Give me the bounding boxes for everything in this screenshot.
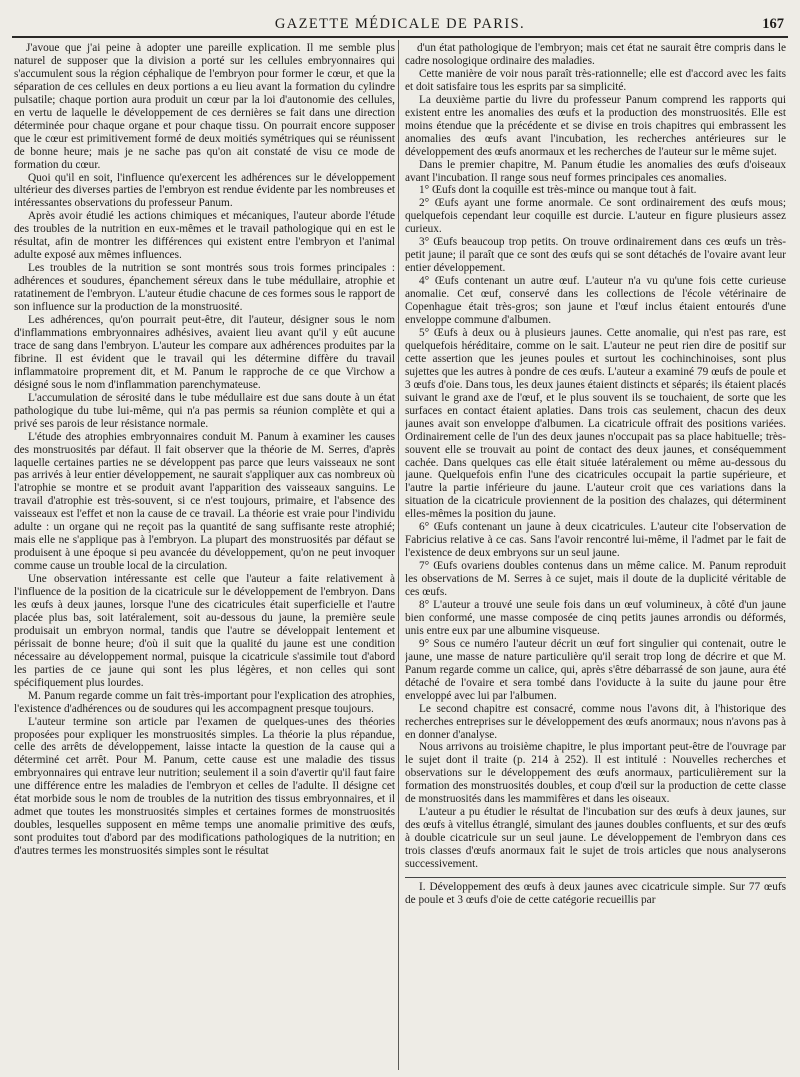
paragraph: Le second chapitre est consacré, comme nous l'avons dit, à l'historique des recherches entreprises sur le développement des œufs anormaux; nous n'avons pas à en donner d'analyse. (405, 702, 786, 741)
paragraph: Nous arrivons au troisième chapitre, le plus important peut-être de l'ouvrage par le sujet dont il traite (p. 214 à 252). Il est intitulé : Nouvelles recherches et observations sur le développement des œufs anormaux, particulièrement sur la formation des monstruosités doubles, et coup d'œil sur la production de cette classe de monstruosités dans les mammifères et dans les oiseaux. (405, 741, 786, 806)
page-number: 167 (762, 16, 784, 32)
list-item: 9° Sous ce numéro l'auteur décrit un œuf fort singulier qui contenait, outre le jaune, une masse de nature particulière qu'il serait trop long de décrire et que M. Panum regarde comme un calice, qui, après s'être débarrassé de son jaune, aura été détaché de l'ovaire et sera tombé dans l'oviducte à la suite du jaune pour être enveloppé avec lui par l'albumen. (405, 637, 786, 702)
paragraph: Les troubles de la nutrition se sont montrés sous trois formes principales : adhérences et soudures, épanchement séreux dans le tube médullaire, atrophie et ratatinement de l'embryon. L'auteur étudie chacune de ces formes sous le rapport de son influence sur la production de la monstruosité. (14, 262, 395, 314)
paragraph: Cette manière de voir nous paraît très-rationnelle; elle est d'accord avec les faits et doit satisfaire tous les esprits par sa simplicité. (405, 67, 786, 93)
paragraph: Les adhérences, qu'on pourrait peut-être, dit l'auteur, désigner sous le nom d'inflammations embryonnaires adhésives, avaient lieu avant qu'il y eût aucune trace de sang dans l'embryon. L'auteur les compare aux adhérences produites par la fibrine. Il est évident que le travail qui les détermine diffère du travail inflammatoire proprement dit, et M. Panum le rapproche de ce que Virchow a désigné sous le nom d'inflammation parenchymateuse. (14, 314, 395, 391)
paragraph: d'un état pathologique de l'embryon; mais cet état ne saurait être compris dans le cadre nosologique ordinaire des maladies. (405, 42, 786, 67)
paragraph: L'étude des atrophies embryonnaires conduit M. Panum à examiner les causes des monstruosités par défaut. Il fait observer que la théorie de M. Serres, d'après laquelle certaines parties ne se développent pas parce que leurs vaisseaux ne sont pas arrivés à leur entier développement, ne saurait s'appliquer aux cas nombreux où l'atrophie se montre et se produit avant l'apparition des vaisseaux sanguins. Le travail d'atrophie est très-souvent, si ce n'est toujours, primaire, et l'absence des vaisseaux est l'effet et non la cause de ce travail. La théorie est vraie pour l'individu adulte : un organe qui ne reçoit pas la quantité de sang suffisante reste atrophié; mais elle ne s'applique pas à l'embryon. La plupart des monstruosités par défaut se produisent à une époque si peu avancée du développement, qu'on ne peut invoquer comme cause un trouble local de la circulation. (14, 430, 395, 573)
list-item: 6° Œufs contenant un jaune à deux cicatricules. L'auteur cite l'observation de Fabricius relative à ce cas. Sans l'avoir rencontré lui-même, il l'admet par le fait de l'existence de deux embryons sur un seul jaune. (405, 521, 786, 560)
list-item: 7° Œufs ovariens doubles contenus dans un même calice. M. Panum reproduit les observations de M. Serres à ce sujet, mais il doute de la duplicité véritable de ces œufs. (405, 560, 786, 599)
list-item: 2° Œufs ayant une forme anormale. Ce sont ordinairement des œufs mous; quelquefois cependant leur coquille est durcie. L'auteur en figure plusieurs assez curieux. (405, 197, 786, 236)
paragraph: L'auteur termine son article par l'examen de quelques-unes des théories proposées pour expliquer les monstruosités simples. La théorie la plus répandue, celle des arrêts de développement, laisse intacte la question de la cause qui a déterminé cet arrêt. Pour M. Panum, cette cause est une maladie des tissus embryonnaires qui entrave leur nutrition; seulement il a soin d'avertir qu'il faut faire une différence entre les maladies de l'embryon et celles de l'adulte. Il désigne cet état morbide sous le nom de troubles de la nutrition des tissus embryonnaires, et il admet que toutes les monstruosités simples et certaines formes de monstruosités doubles, lesquelles supposent en même temps une anomalie primitive des œufs, sont produites tout d'abord par des modifications pathologiques de la nutrition; en d'autres termes les monstruosités simples sont le résultat (14, 715, 395, 858)
paragraph: Quoi qu'il en soit, l'influence qu'exercent les adhérences sur le développement ultérieur des diverses parties de l'embryon est rendue évidente par les nombreuses et intéressantes observations du professeur Panum. (14, 171, 395, 210)
page-header (12, 16, 788, 38)
list-item: 3° Œufs beaucoup trop petits. On trouve ordinairement dans ces œufs un très-petit jaune; il paraît que ce sont des œufs qui se sont détachés de l'ovaire avant leur entier développement. (405, 236, 786, 275)
paragraph: L'auteur a pu étudier le résultat de l'incubation sur des œufs à deux jaunes, sur des œufs à vitellus étranglé, simulant des jaunes doubles confluents, et sur des œufs à double cicatricule sur un seul jaune. Le développement de l'embryon dans ces trois classes d'œufs anormaux fait le sujet de trois articles que nous analyserons successivement. (405, 806, 786, 871)
section-rule (405, 877, 786, 907)
paragraph: Après avoir étudié les actions chimiques et mécaniques, l'auteur aborde l'étude des troubles de la nutrition en eux-mêmes et le travail pathologique qui en est le résultat, afin de montrer les différences qui existent entre l'embryon et l'animal adulte exposé aux mêmes influences. (14, 210, 395, 262)
paragraph: Dans le premier chapitre, M. Panum étudie les anomalies des œufs d'oiseaux avant l'incubation. Il range sous neuf formes principales ces anomalies. (405, 158, 786, 184)
list-item: 4° Œufs contenant un autre œuf. L'auteur n'a vu qu'une fois cette curieuse anomalie. Cet œuf, conservé dans les collections de l'école vétérinaire de Copenhague était très-gros; son jaune et l'œuf inclus étaient entourés d'une enveloppe commune d'albumen. (405, 275, 786, 327)
column-divider (398, 40, 399, 1070)
paragraph: Une observation intéressante est celle que l'auteur a faite relativement à l'influence de la position de la cicatricule sur le développement de l'embryon. Dans les œufs à deux jaunes, lorsque l'une des cicatricules était superficielle et l'autre placée plus bas, soit latéralement, soit au-dessous du jaune, la première seule produisait un embryon normal, tandis que l'autre se développait lentement et périssait de bonne heure; d'où il suit que la qualité du jaune est une condition nécessaire au développement normal, puisque la cicatricule s'assimile tout d'abord les parties de ce jaune qui sont les plus légères, et non celles qui sont spécifiquement plus lourdes. (14, 573, 395, 689)
paragraph: L'accumulation de sérosité dans le tube médullaire est due sans doute à un état pathologique du tube lui-même, qui n'a pas permis sa réunion complète et qui a privé ses parois de leur résistance normale. (14, 391, 395, 430)
journal-title: GAZETTE MÉDICALE DE PARIS. (274, 16, 526, 32)
paragraph: La deuxième partie du livre du professeur Panum comprend les rapports qui existent entre les anomalies des œufs et la production des monstruosités. Elle est moins étendue que la précédente et se divise en trois chapitres qui embrassent les anomalies des œufs avant l'incubation, les recherches antérieures sur le développement des œufs anormaux et les recherches de l'auteur sur le même sujet. (405, 93, 786, 158)
list-item: 1° Œufs dont la coquille est très-mince ou manque tout à fait. (419, 184, 697, 197)
right-column (405, 42, 786, 1067)
paragraph: M. Panum regarde comme un fait très-important pour l'explication des atrophies, l'existence d'adhérences ou de soudures qui les accompagnent presque toujours. (14, 689, 395, 715)
subsection-paragraph: I. Développement des œufs à deux jaunes avec cicatricule simple. Sur 77 œufs de poule et 3 œufs d'oie de cette catégorie recueillis par (405, 881, 786, 906)
paragraph: J'avoue que j'ai peine à adopter une pareille explication. Il me semble plus naturel de supposer que la division a porté sur les cellules embryonnaires qui s'accumulent sous la région céphalique de l'embryon pour former le cœur, et que la séparation de ces cellules en deux portions a eu lieu avant la formation du cylindre pulsatile; chaque portion aura produit un cœur par la loi d'autonomie des cellules, en vertu de laquelle le développement de ces dernières se fait dans une direction déterminée pour chaque organe et pour chaque tissu. On pourrait encore supposer que le cœur est primitivement formé de deux moitiés symétriques qui se réunissent de bonne heure; mais je ne sache pas qu'on ait constaté de visu ce mode de formation du cœur. (14, 42, 395, 171)
left-column (14, 42, 395, 1067)
list-item: 5° Œufs à deux ou à plusieurs jaunes. Cette anomalie, qui n'est pas rare, est quelquefois héréditaire, comme on le sait. L'auteur ne peut rien dire de positif sur cette assertion que les jeunes poules et surtout les cochinchinoises, sont plus sujettes que les autres à pondre de ces œufs. L'auteur a examiné 79 œufs de poule et 3 œufs d'oie. Dans tous, les deux jaunes étaient distincts et séparés; ils étaient placés suivant le grand axe de l'œuf, et le plus souvent ils se touchaient, de sorte que les surfaces en contact étaient aplaties. Dans trois cas seulement, chacun des deux jaunes avait son enveloppe d'albumen. La cicatricule offrait des positions variées. Ordinairement celle de l'un des deux jaunes n'occupait pas sa place habituelle; très-souvent elle se trouvait au point de contact des deux jaunes, et conséquemment cachée. Dans quelques cas elle était située latéralement ou même au-dessous du jaune. Quelquefois enfin l'une des cicatricules occupait la partie supérieure, et l'autre la partie inférieure du jaune. L'auteur croit que ces variations dans la situation de la cicatricule proviennent de la position des chalazes, qui déterminent elles-mêmes la position du jaune. (405, 326, 786, 521)
list-item: 8° L'auteur a trouvé une seule fois dans un œuf volumineux, à côté d'un jaune bien conformé, une masse composée de cinq petits jaunes arrondis ou déformés, unis entre eux par une albumine visqueuse. (405, 598, 786, 637)
